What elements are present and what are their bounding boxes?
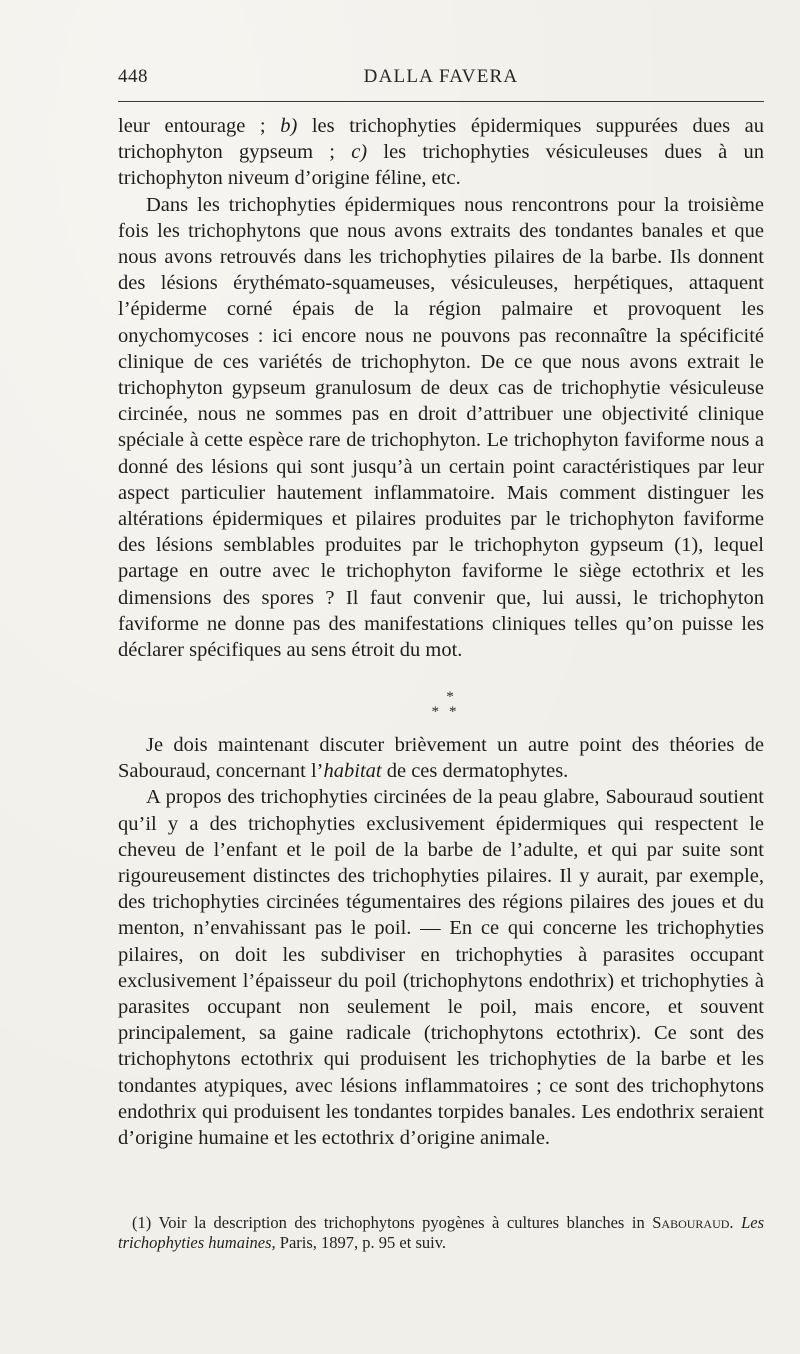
page-number: 448 — [118, 66, 148, 87]
main-text-bottom — [118, 732, 764, 1151]
footnote-title: Les trichophyties humaines, — [118, 1213, 764, 1252]
footnote: (1) Voir la description des trichophytons pyogènes à cultures blanches in Sabouraud. Les trichophyties humaines, Paris, 1897, p. 95 et suiv. — [118, 1213, 764, 1252]
footnote-reference[interactable]: (1) — [674, 534, 699, 557]
footnote-author: Sabouraud — [652, 1213, 730, 1232]
item-label-b: b) — [280, 115, 298, 137]
main-text-top — [118, 113, 764, 663]
footnote-number: (1) — [132, 1213, 152, 1232]
paragraph-continued: leur entourage ; b) les trichophyties épidermiques suppurées dues au trichophyton gypseum ; c) les trichophyties vésiculeuses dues à un trichophyton niveum d’origine féline, etc. — [118, 115, 765, 190]
section-asterism — [118, 690, 764, 728]
item-label-c: c) — [351, 141, 368, 164]
header-rule — [118, 101, 764, 102]
italic-habitat: habitat — [323, 760, 382, 783]
paragraph-epidermic: Dans les trichophyties épidermiques nous rencontrons pour la troisième fois les trichophytons que nous avons extraits des tondantes banales et que nous avons retrouvés dans les trichophyties pilaires de la barbe. Ils donnent des lésions érythémato-squameuses, vésiculeuses, herpétiques, attaquent l’épiderme corné épais de la région palmaire et provoquent les onychomycoses : ici encore nous ne pouvons pas reconnaître la spécificité clinique de ces variétés de trichophyton. De ce que nous avons extrait le trichophyton gypseum granulosum de deux cas de trichophytie vésiculeuse circinée, nous ne sommes pas en droit d’attribuer une objectivité clinique spéciale à cette espèce rare de trichophyton. Le trichophyton faviforme nous a donné des lésions qui sont jusqu’à un certain point caractéristiques par leur aspect particulier hautement inflammatoire. Mais comment distinguer les altérations épidermiques et pilaires produites par le trichophyton faviforme des lésions semblables produites par le trichophyton gypseum (1), lequel partage en outre avec le trichophyton faviforme le siège ectothrix et les dimensions des spores ? Il faut convenir que, lui aussi, le trichophyton faviforme ne donne pas des manifestations cliniques telles qu’on puisse les déclarer spécifiques au sens étroit du mot. — [118, 193, 764, 662]
paragraph-circinate: A propos des trichophyties circinées de la peau glabre, Sabouraud soutient qu’il y a des trichophyties exclusivement épidermiques qui respectent le cheveu de l’enfant et le poil de la barbe de l’adulte, et qui par suite sont rigoureusement distinctes des trichophyties pilaires. Il y aurait, par exemple, des trichophyties circinées tégumentaires des régions pilaires des joues et du menton, n’envahissant pas le poil. — En ce qui concerne les trichophyties pilaires, on doit les subdiviser en trichophyties à parasites occupant exclusivement l’épaisseur du poil (trichophytons endothrix) et trichophyties à parasites occupant non seulement le poil, mais encore, et souvent principalement, sa gaine radicale (trichophytons ectothrix). Ce sont des trichophytons ectothrix qui produisent les trichophyties de la barbe et les tondantes atypiques, avec lésions inflammatoires ; ce sont des trichophytons endothrix qui produisent les tondantes torpides banales. Les endothrix seraient d’origine humaine et les ectothrix d’origine animale. — [118, 786, 764, 1150]
page-header — [118, 66, 764, 96]
asterism-top: * — [446, 689, 454, 705]
asterism-bottom: ** — [431, 704, 467, 720]
paragraph-habitat: Je dois maintenant discuter brièvement un autre point des théories de Sabouraud, concernant l’habitat de ces dermatophytes. — [118, 734, 764, 783]
running-head: DALLA FAVERA — [363, 66, 519, 87]
